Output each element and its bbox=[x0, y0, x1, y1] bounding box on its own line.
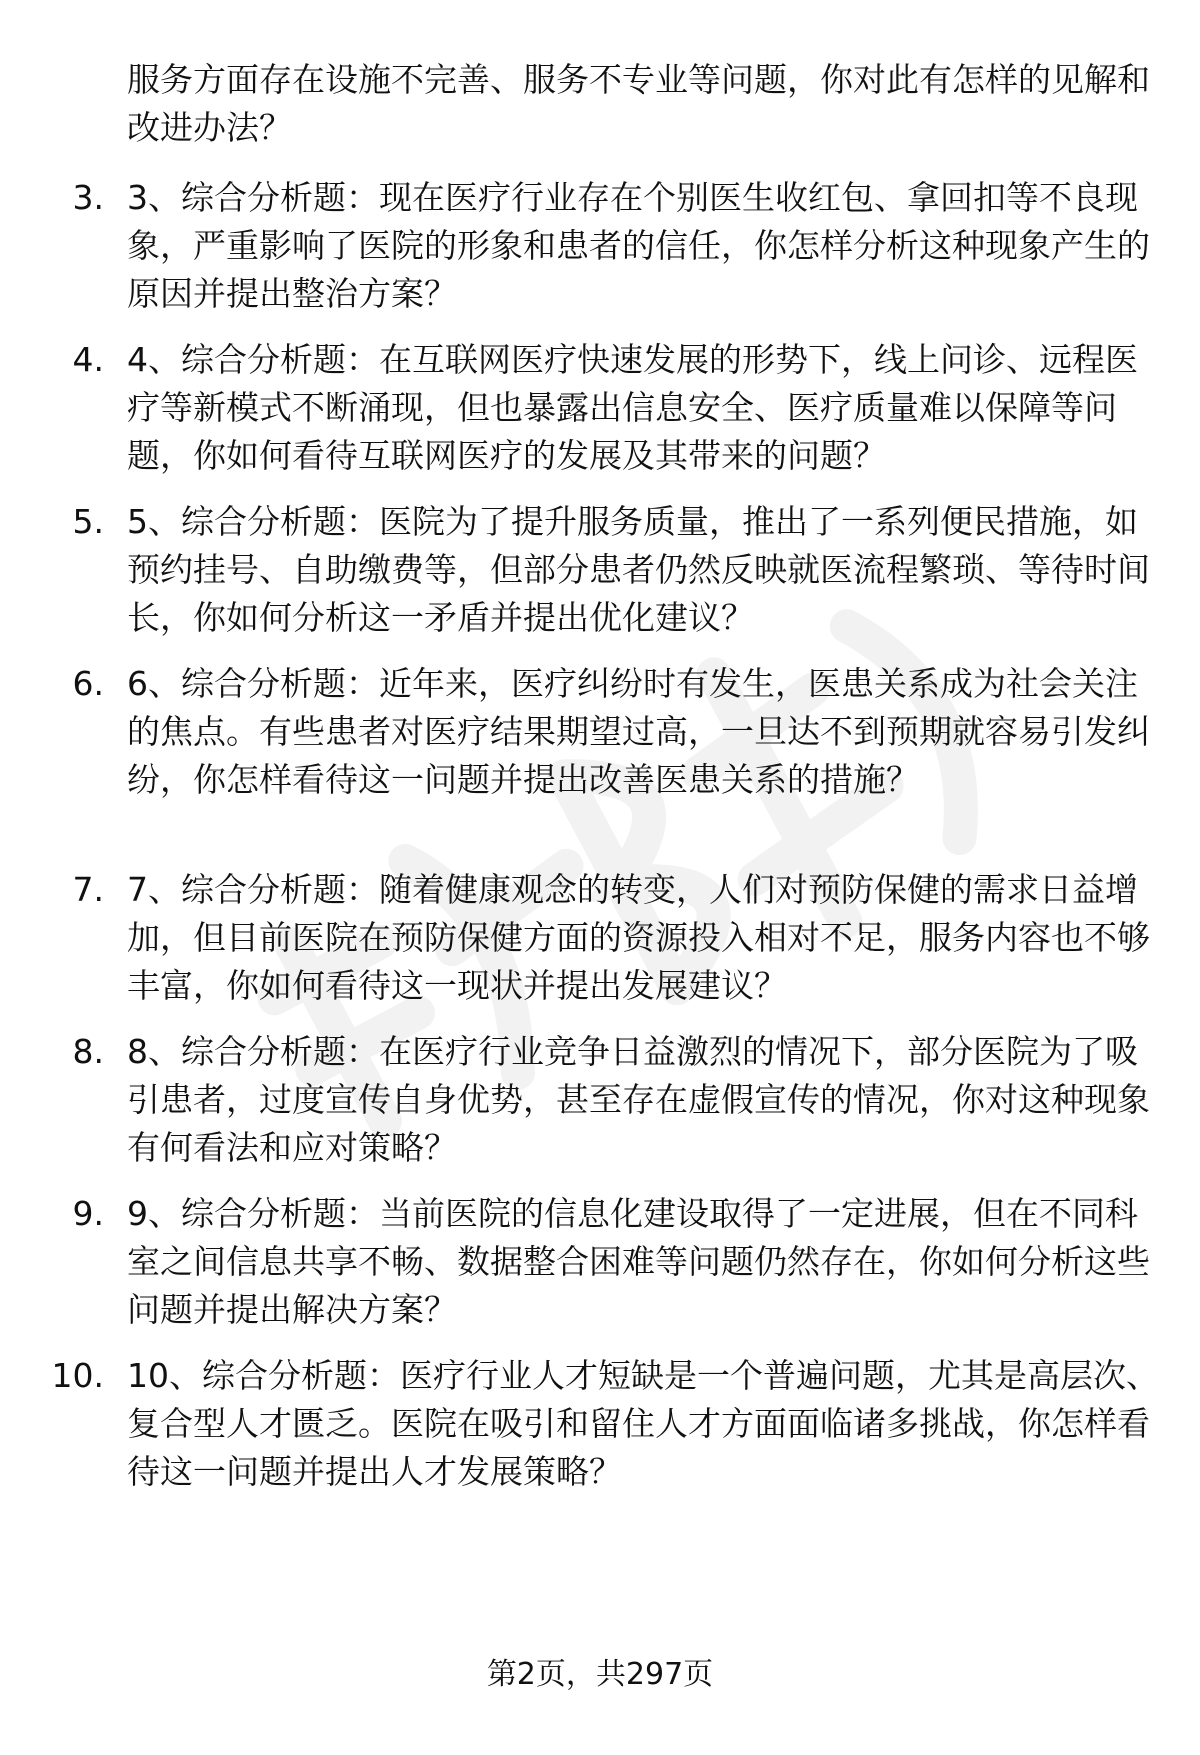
list-number: 4. bbox=[72, 340, 104, 379]
page-footer: 第2页，共297页 bbox=[486, 1657, 714, 1692]
question-text: 9、综合分析题：当前医院的信息化建设取得了一定进展，但在不同科室之间信息共享不畅、数据整合困难等问题仍然存在，你如何分析这些问题并提出解决方案？ bbox=[127, 1194, 1150, 1329]
list-number: 8. bbox=[72, 1032, 104, 1071]
question-text: 5、综合分析题：医院为了提升服务质量，推出了一系列便民措施，如预约挂号、自助缴费等，但部分患者仍然反映就医流程繁琐、等待时间长，你如何分析这一矛盾并提出优化建议？ bbox=[127, 502, 1150, 637]
question-text: 10、综合分析题：医疗行业人才短缺是一个普遍问题，尤其是高层次、复合型人才匮乏。医院在吸引和留住人才方面面临诸多挑战，你怎样看待这一问题并提出人才发展策略？ bbox=[127, 1356, 1159, 1491]
list-number: 9. bbox=[72, 1194, 104, 1233]
question-text: 4、综合分析题：在互联网医疗快速发展的形势下，线上问诊、远程医疗等新模式不断涌现，但也暴露出信息安全、医疗质量难以保障等问题，你如何看待互联网医疗的发展及其带来的问题？ bbox=[127, 340, 1138, 475]
question-text: 6、综合分析题：近年来，医疗纠纷时有发生，医患关系成为社会关注的焦点。有些患者对医疗结果期望过高，一旦达不到预期就容易引发纠纷，你怎样看待这一问题并提出改善医患关系的措施？ bbox=[127, 664, 1150, 799]
list-number: 5. bbox=[72, 502, 104, 541]
list-number: 3. bbox=[72, 178, 104, 217]
question-text: 3、综合分析题：现在医疗行业存在个别医生收红包、拿回扣等不良现象，严重影响了医院的形象和患者的信任，你怎样分析这种现象产生的原因并提出整治方案？ bbox=[127, 178, 1150, 313]
question-text: 7、综合分析题：随着健康观念的转变，人们对预防保健的需求日益增加，但目前医院在预防保健方面的资源投入相对不足，服务内容也不够丰富，你如何看待这一现状并提出发展建议？ bbox=[127, 870, 1150, 1005]
list-number: 10. bbox=[51, 1356, 104, 1395]
list-number: 6. bbox=[72, 664, 104, 703]
list-number: 7. bbox=[72, 870, 104, 909]
question-text: 8、综合分析题：在医疗行业竞争日益激烈的情况下，部分医院为了吸引患者，过度宣传自身优势，甚至存在虚假宣传的情况，你对这种现象有何看法和应对策略？ bbox=[127, 1032, 1150, 1167]
question-continuation: 服务方面存在设施不完善、服务不专业等问题，你对此有怎样的见解和改进办法？ bbox=[127, 60, 1150, 147]
